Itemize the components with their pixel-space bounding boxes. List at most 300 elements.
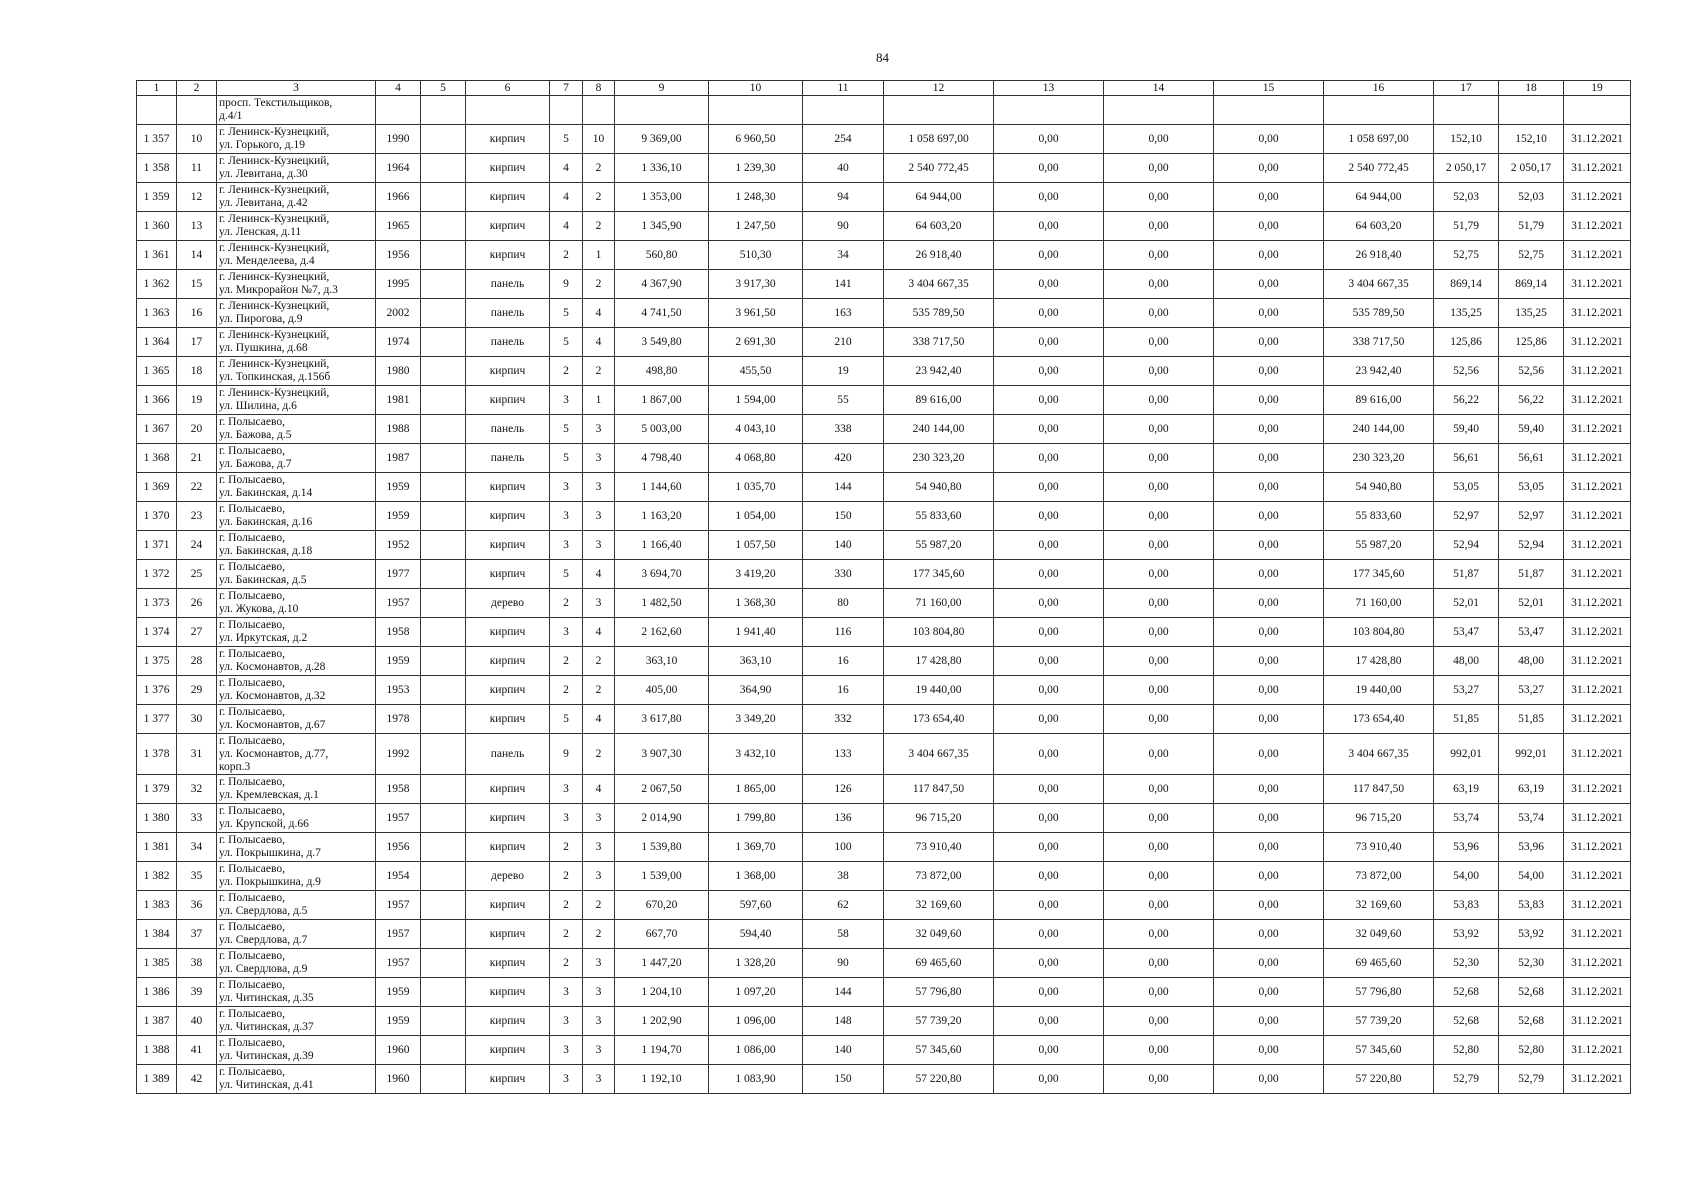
table-cell: 1 166,40 — [615, 531, 709, 560]
table-cell — [421, 949, 466, 978]
table-cell: 1 380 — [137, 804, 177, 833]
table-cell: 31.12.2021 — [1564, 154, 1631, 183]
table-cell: 31.12.2021 — [1564, 328, 1631, 357]
table-cell: 0,00 — [994, 328, 1104, 357]
table-cell: 2 — [583, 212, 615, 241]
table-cell: 1 194,70 — [615, 1036, 709, 1065]
table-cell: 4 — [550, 212, 583, 241]
table-cell: 2 691,30 — [709, 328, 803, 357]
table-cell: 420 — [803, 444, 884, 473]
table-cell: 57 220,80 — [884, 1065, 994, 1094]
table-cell: 53,27 — [1434, 676, 1499, 705]
address-cell: просп. Текстильщиков, д.4/1 — [217, 96, 376, 125]
header-row — [137, 81, 1631, 96]
table-cell: 117 847,50 — [884, 775, 994, 804]
address-cell: г. Полысаево, ул. Кремлевская, д.1 — [217, 775, 376, 804]
table-cell: 52,68 — [1434, 1007, 1499, 1036]
table-cell: 0,00 — [1104, 415, 1214, 444]
table-cell: 670,20 — [615, 891, 709, 920]
table-cell: 0,00 — [1214, 357, 1324, 386]
table-cell: 3 961,50 — [709, 299, 803, 328]
table-cell: кирпич — [466, 386, 550, 415]
table-cell: 2 162,60 — [615, 618, 709, 647]
table-cell: 3 — [583, 833, 615, 862]
table-cell: 3 — [583, 949, 615, 978]
table-cell: 0,00 — [1214, 978, 1324, 1007]
table-cell: 0,00 — [1214, 299, 1324, 328]
table-cell: 52,30 — [1499, 949, 1564, 978]
table-cell: 31.12.2021 — [1564, 862, 1631, 891]
table-cell: 338 717,50 — [884, 328, 994, 357]
table-cell: 17 428,80 — [1324, 647, 1434, 676]
table-cell: 1 867,00 — [615, 386, 709, 415]
table-cell: 103 804,80 — [1324, 618, 1434, 647]
table-cell: 3 — [583, 1065, 615, 1094]
table-cell: кирпич — [466, 1065, 550, 1094]
table-cell: 0,00 — [1104, 560, 1214, 589]
table-cell: 0,00 — [1214, 734, 1324, 775]
table-cell: 230 323,20 — [1324, 444, 1434, 473]
table-cell — [1434, 96, 1499, 125]
table-row — [137, 473, 1631, 502]
table-row — [137, 1007, 1631, 1036]
table-cell: 94 — [803, 183, 884, 212]
table-row — [137, 415, 1631, 444]
table-cell: 53,83 — [1434, 891, 1499, 920]
table-cell: 17 — [177, 328, 217, 357]
table-cell: панель — [466, 299, 550, 328]
table-cell: 16 — [803, 676, 884, 705]
table-cell: 405,00 — [615, 676, 709, 705]
table-cell: кирпич — [466, 920, 550, 949]
table-cell: 1 359 — [137, 183, 177, 212]
column-header: 12 — [884, 81, 994, 96]
table-cell: 57 345,60 — [1324, 1036, 1434, 1065]
table-cell: 1 371 — [137, 531, 177, 560]
table-cell: 57 220,80 — [1324, 1065, 1434, 1094]
table-cell: 10 — [177, 125, 217, 154]
table-cell — [421, 328, 466, 357]
table-cell: 0,00 — [994, 862, 1104, 891]
table-cell: 31.12.2021 — [1564, 891, 1631, 920]
table-cell: 52,80 — [1499, 1036, 1564, 1065]
table-cell: 3 404 667,35 — [884, 734, 994, 775]
table-cell: 0,00 — [994, 804, 1104, 833]
table-cell: 2 — [583, 891, 615, 920]
table-cell: 1 482,50 — [615, 589, 709, 618]
table-cell: 117 847,50 — [1324, 775, 1434, 804]
table-cell: 3 — [583, 473, 615, 502]
table-cell: 1957 — [376, 949, 421, 978]
table-cell: 31.12.2021 — [1564, 833, 1631, 862]
table-cell — [421, 502, 466, 531]
column-header: 6 — [466, 81, 550, 96]
table-row — [137, 920, 1631, 949]
table-cell: 54,00 — [1434, 862, 1499, 891]
address-cell: г. Полысаево, ул. Читинская, д.41 — [217, 1065, 376, 1094]
table-cell: 0,00 — [994, 531, 1104, 560]
table-cell: 1995 — [376, 270, 421, 299]
table-cell: 1977 — [376, 560, 421, 589]
table-cell: 53,05 — [1434, 473, 1499, 502]
table-cell: 31.12.2021 — [1564, 560, 1631, 589]
table-row — [137, 241, 1631, 270]
table-cell: 103 804,80 — [884, 618, 994, 647]
table-cell: 1 387 — [137, 1007, 177, 1036]
table-row — [137, 531, 1631, 560]
table-cell: 31.12.2021 — [1564, 125, 1631, 154]
table-cell: 594,40 — [709, 920, 803, 949]
table-cell: 3 — [583, 415, 615, 444]
table-cell: 0,00 — [1104, 862, 1214, 891]
table-cell: 3 — [583, 978, 615, 1007]
table-cell: 59,40 — [1499, 415, 1564, 444]
table-cell — [421, 299, 466, 328]
table-cell: 126 — [803, 775, 884, 804]
table-cell: 1954 — [376, 862, 421, 891]
table-cell: 31.12.2021 — [1564, 299, 1631, 328]
table-cell: 0,00 — [1214, 328, 1324, 357]
table-cell: 0,00 — [994, 978, 1104, 1007]
table-cell: 0,00 — [1214, 270, 1324, 299]
address-cell: г. Полысаево, ул. Свердлова, д.7 — [217, 920, 376, 949]
table-cell: 52,30 — [1434, 949, 1499, 978]
table-cell: 1 799,80 — [709, 804, 803, 833]
table-cell — [421, 978, 466, 1007]
table-cell: 31.12.2021 — [1564, 804, 1631, 833]
table-cell: 150 — [803, 502, 884, 531]
table-row — [137, 444, 1631, 473]
table-cell: 32 049,60 — [1324, 920, 1434, 949]
table-cell: кирпич — [466, 618, 550, 647]
table-cell: кирпич — [466, 775, 550, 804]
address-cell: г. Полысаево, ул. Бакинская, д.5 — [217, 560, 376, 589]
table-cell: 510,30 — [709, 241, 803, 270]
table-cell: 992,01 — [1499, 734, 1564, 775]
table-cell: 0,00 — [1214, 647, 1324, 676]
address-cell: г. Полысаево, ул. Свердлова, д.9 — [217, 949, 376, 978]
address-cell: г. Ленинск-Кузнецкий, ул. Шилина, д.6 — [217, 386, 376, 415]
table-cell: 1988 — [376, 415, 421, 444]
column-header: 14 — [1104, 81, 1214, 96]
table-cell: 53,96 — [1499, 833, 1564, 862]
table-cell: 0,00 — [1104, 386, 1214, 415]
table-cell: 1 363 — [137, 299, 177, 328]
table-cell — [421, 891, 466, 920]
table-cell: 0,00 — [1104, 949, 1214, 978]
table-row — [137, 96, 1631, 125]
table-cell: 96 715,20 — [884, 804, 994, 833]
table-cell: 96 715,20 — [1324, 804, 1434, 833]
table-cell — [421, 1007, 466, 1036]
table-row — [137, 949, 1631, 978]
table-cell: 0,00 — [1104, 125, 1214, 154]
table-cell: 53,27 — [1499, 676, 1564, 705]
table-row — [137, 386, 1631, 415]
table-cell: 31.12.2021 — [1564, 1036, 1631, 1065]
table-cell: 5 — [550, 560, 583, 589]
table-cell: 144 — [803, 978, 884, 1007]
table-cell: 4 798,40 — [615, 444, 709, 473]
table-cell: 0,00 — [1104, 183, 1214, 212]
table-cell: 14 — [177, 241, 217, 270]
table-cell: 37 — [177, 920, 217, 949]
table-cell: 2 014,90 — [615, 804, 709, 833]
table-cell: кирпич — [466, 804, 550, 833]
table-cell: 1 328,20 — [709, 949, 803, 978]
table-cell — [421, 705, 466, 734]
table-cell: 0,00 — [1104, 734, 1214, 775]
table-cell: 52,68 — [1499, 978, 1564, 1007]
table-cell: 2 — [550, 241, 583, 270]
table-cell: 1957 — [376, 891, 421, 920]
table-cell: 63,19 — [1434, 775, 1499, 804]
address-cell: г. Полысаево, ул. Бажова, д.5 — [217, 415, 376, 444]
table-cell: 5 — [550, 299, 583, 328]
table-cell — [421, 183, 466, 212]
column-header: 5 — [421, 81, 466, 96]
table-cell: 3 — [550, 502, 583, 531]
table-cell: 2 — [583, 920, 615, 949]
table-cell: 69 465,60 — [1324, 949, 1434, 978]
table-cell: 40 — [177, 1007, 217, 1036]
table-cell: 0,00 — [1214, 1065, 1324, 1094]
column-header: 3 — [217, 81, 376, 96]
table-cell: 2 540 772,45 — [884, 154, 994, 183]
table-cell: 52,68 — [1499, 1007, 1564, 1036]
table-cell: 1 202,90 — [615, 1007, 709, 1036]
table-cell: 23 942,40 — [1324, 357, 1434, 386]
table-cell: 1 362 — [137, 270, 177, 299]
table-cell: 1 376 — [137, 676, 177, 705]
table-cell: 64 944,00 — [1324, 183, 1434, 212]
table-cell: 90 — [803, 212, 884, 241]
table-cell: 1 372 — [137, 560, 177, 589]
table-cell: 3 404 667,35 — [884, 270, 994, 299]
address-cell: г. Ленинск-Кузнецкий, ул. Топкинская, д.156б — [217, 357, 376, 386]
table-cell: 9 — [550, 734, 583, 775]
table-cell: 31.12.2021 — [1564, 775, 1631, 804]
table-cell: 20 — [177, 415, 217, 444]
table-cell: 2 — [550, 589, 583, 618]
table-cell: 0,00 — [1214, 183, 1324, 212]
table-cell: 152,10 — [1499, 125, 1564, 154]
table-cell: 0,00 — [1214, 891, 1324, 920]
table-cell: 163 — [803, 299, 884, 328]
address-cell: г. Ленинск-Кузнецкий, ул. Ленская, д.11 — [217, 212, 376, 241]
table-cell: 31.12.2021 — [1564, 949, 1631, 978]
table-cell: 3 — [583, 589, 615, 618]
address-cell: г. Полысаево, ул. Крупской, д.66 — [217, 804, 376, 833]
table-cell: 3 432,10 — [709, 734, 803, 775]
table-cell: 3 — [583, 502, 615, 531]
table-cell: кирпич — [466, 705, 550, 734]
table-cell: 3 617,80 — [615, 705, 709, 734]
table-cell: 0,00 — [1214, 241, 1324, 270]
table-cell: 31.12.2021 — [1564, 502, 1631, 531]
table-cell: 31.12.2021 — [1564, 920, 1631, 949]
table-cell: 2 — [550, 949, 583, 978]
table-cell: 0,00 — [1104, 241, 1214, 270]
table-cell: 1974 — [376, 328, 421, 357]
page-number: 84 — [876, 50, 889, 65]
column-header: 11 — [803, 81, 884, 96]
table-cell: 2 — [583, 647, 615, 676]
table-cell: 1 364 — [137, 328, 177, 357]
table-cell: 0,00 — [1104, 299, 1214, 328]
table-cell: кирпич — [466, 833, 550, 862]
table-cell: 1 594,00 — [709, 386, 803, 415]
table-cell — [137, 96, 177, 125]
table-cell: 4 — [583, 705, 615, 734]
table-cell: 89 616,00 — [884, 386, 994, 415]
table-cell — [421, 862, 466, 891]
registry-table — [136, 80, 1631, 1094]
table-cell: 51,85 — [1434, 705, 1499, 734]
table-cell: 2 067,50 — [615, 775, 709, 804]
column-header: 13 — [994, 81, 1104, 96]
table-cell: 52,03 — [1499, 183, 1564, 212]
table-cell: 40 — [803, 154, 884, 183]
table-cell: кирпич — [466, 531, 550, 560]
table-cell: 0,00 — [1104, 804, 1214, 833]
table-cell: 338 — [803, 415, 884, 444]
table-cell: 1952 — [376, 531, 421, 560]
table-cell: 0,00 — [994, 618, 1104, 647]
table-cell: панель — [466, 734, 550, 775]
table-cell: 13 — [177, 212, 217, 241]
table-cell: 3 — [550, 1007, 583, 1036]
table-cell: 0,00 — [1214, 775, 1324, 804]
table-cell: 32 — [177, 775, 217, 804]
table-cell: 5 — [550, 705, 583, 734]
table-cell: 152,10 — [1434, 125, 1499, 154]
table-cell: 34 — [177, 833, 217, 862]
table-row — [137, 676, 1631, 705]
table-cell: 26 — [177, 589, 217, 618]
table-cell: 53,74 — [1499, 804, 1564, 833]
table-cell: 3 — [550, 1065, 583, 1094]
table-cell: 869,14 — [1499, 270, 1564, 299]
table-cell: 1953 — [376, 676, 421, 705]
table-cell: панель — [466, 444, 550, 473]
table-cell: 0,00 — [994, 241, 1104, 270]
table-cell: 0,00 — [1214, 415, 1324, 444]
table-cell: 3 — [583, 1007, 615, 1036]
table-cell — [421, 241, 466, 270]
table-cell: 2 — [583, 357, 615, 386]
address-cell: г. Полысаево, ул. Свердлова, д.5 — [217, 891, 376, 920]
table-cell: 0,00 — [994, 775, 1104, 804]
table-cell: 1 097,20 — [709, 978, 803, 1007]
table-cell: кирпич — [466, 978, 550, 1007]
table-cell: 3 404 667,35 — [1324, 734, 1434, 775]
table-cell: 54 940,80 — [1324, 473, 1434, 502]
table-cell: 1 379 — [137, 775, 177, 804]
table-cell: 23 — [177, 502, 217, 531]
table-cell — [421, 444, 466, 473]
table-cell: 1 382 — [137, 862, 177, 891]
table-row — [137, 560, 1631, 589]
table-cell: 230 323,20 — [884, 444, 994, 473]
table-cell: 2 — [583, 183, 615, 212]
table-cell: кирпич — [466, 891, 550, 920]
table-cell — [421, 833, 466, 862]
table-cell: 0,00 — [994, 154, 1104, 183]
table-cell: 0,00 — [1104, 647, 1214, 676]
table-cell: 38 — [803, 862, 884, 891]
column-header: 18 — [1499, 81, 1564, 96]
table-cell: 1 367 — [137, 415, 177, 444]
table-cell: 11 — [177, 154, 217, 183]
table-cell: 1 369 — [137, 473, 177, 502]
address-cell: г. Полысаево, ул. Читинская, д.35 — [217, 978, 376, 1007]
table-cell: 1 381 — [137, 833, 177, 862]
table-cell: 71 160,00 — [1324, 589, 1434, 618]
table-cell: 0,00 — [994, 125, 1104, 154]
table-cell: 1959 — [376, 473, 421, 502]
table-row — [137, 328, 1631, 357]
table-cell: 1957 — [376, 920, 421, 949]
table-cell: 133 — [803, 734, 884, 775]
table-cell: 1978 — [376, 705, 421, 734]
table-cell: 25 — [177, 560, 217, 589]
table-cell: 31.12.2021 — [1564, 705, 1631, 734]
table-cell: 177 345,60 — [884, 560, 994, 589]
table-cell: 1960 — [376, 1065, 421, 1094]
table-cell: 64 603,20 — [1324, 212, 1434, 241]
table-cell: 90 — [803, 949, 884, 978]
table-cell: 535 789,50 — [884, 299, 994, 328]
table-row — [137, 833, 1631, 862]
table-cell: 2 — [583, 676, 615, 705]
table-row — [137, 1065, 1631, 1094]
table-cell: 0,00 — [1104, 270, 1214, 299]
table-cell: 0,00 — [1104, 705, 1214, 734]
table-cell: 4 — [583, 775, 615, 804]
table-cell: 1 163,20 — [615, 502, 709, 531]
table-cell: 0,00 — [994, 212, 1104, 241]
table-cell: 31.12.2021 — [1564, 241, 1631, 270]
table-cell: 0,00 — [1214, 920, 1324, 949]
table-cell — [803, 96, 884, 125]
table-cell: 57 796,80 — [884, 978, 994, 1007]
table-cell: 52,97 — [1499, 502, 1564, 531]
table-cell: 363,10 — [615, 647, 709, 676]
table-cell: 1959 — [376, 647, 421, 676]
column-header: 7 — [550, 81, 583, 96]
address-cell: г. Полысаево, ул. Космонавтов, д.67 — [217, 705, 376, 734]
table-cell — [421, 270, 466, 299]
address-cell: г. Полысаево, ул. Читинская, д.39 — [217, 1036, 376, 1065]
table-cell: 1966 — [376, 183, 421, 212]
table-cell: 31.12.2021 — [1564, 676, 1631, 705]
table-cell: 2 — [550, 647, 583, 676]
table-cell: 3 549,80 — [615, 328, 709, 357]
table-cell: 0,00 — [994, 833, 1104, 862]
table-cell: 2 — [550, 920, 583, 949]
table-cell: 0,00 — [994, 589, 1104, 618]
table-cell: 0,00 — [1104, 502, 1214, 531]
table-cell: 31.12.2021 — [1564, 978, 1631, 1007]
table-cell: 18 — [177, 357, 217, 386]
table-cell: 48,00 — [1434, 647, 1499, 676]
table-cell: 16 — [803, 647, 884, 676]
table-cell: 2 — [583, 270, 615, 299]
table-cell: 52,79 — [1499, 1065, 1564, 1094]
address-cell: г. Полысаево, ул. Бакинская, д.14 — [217, 473, 376, 502]
table-cell: 23 942,40 — [884, 357, 994, 386]
